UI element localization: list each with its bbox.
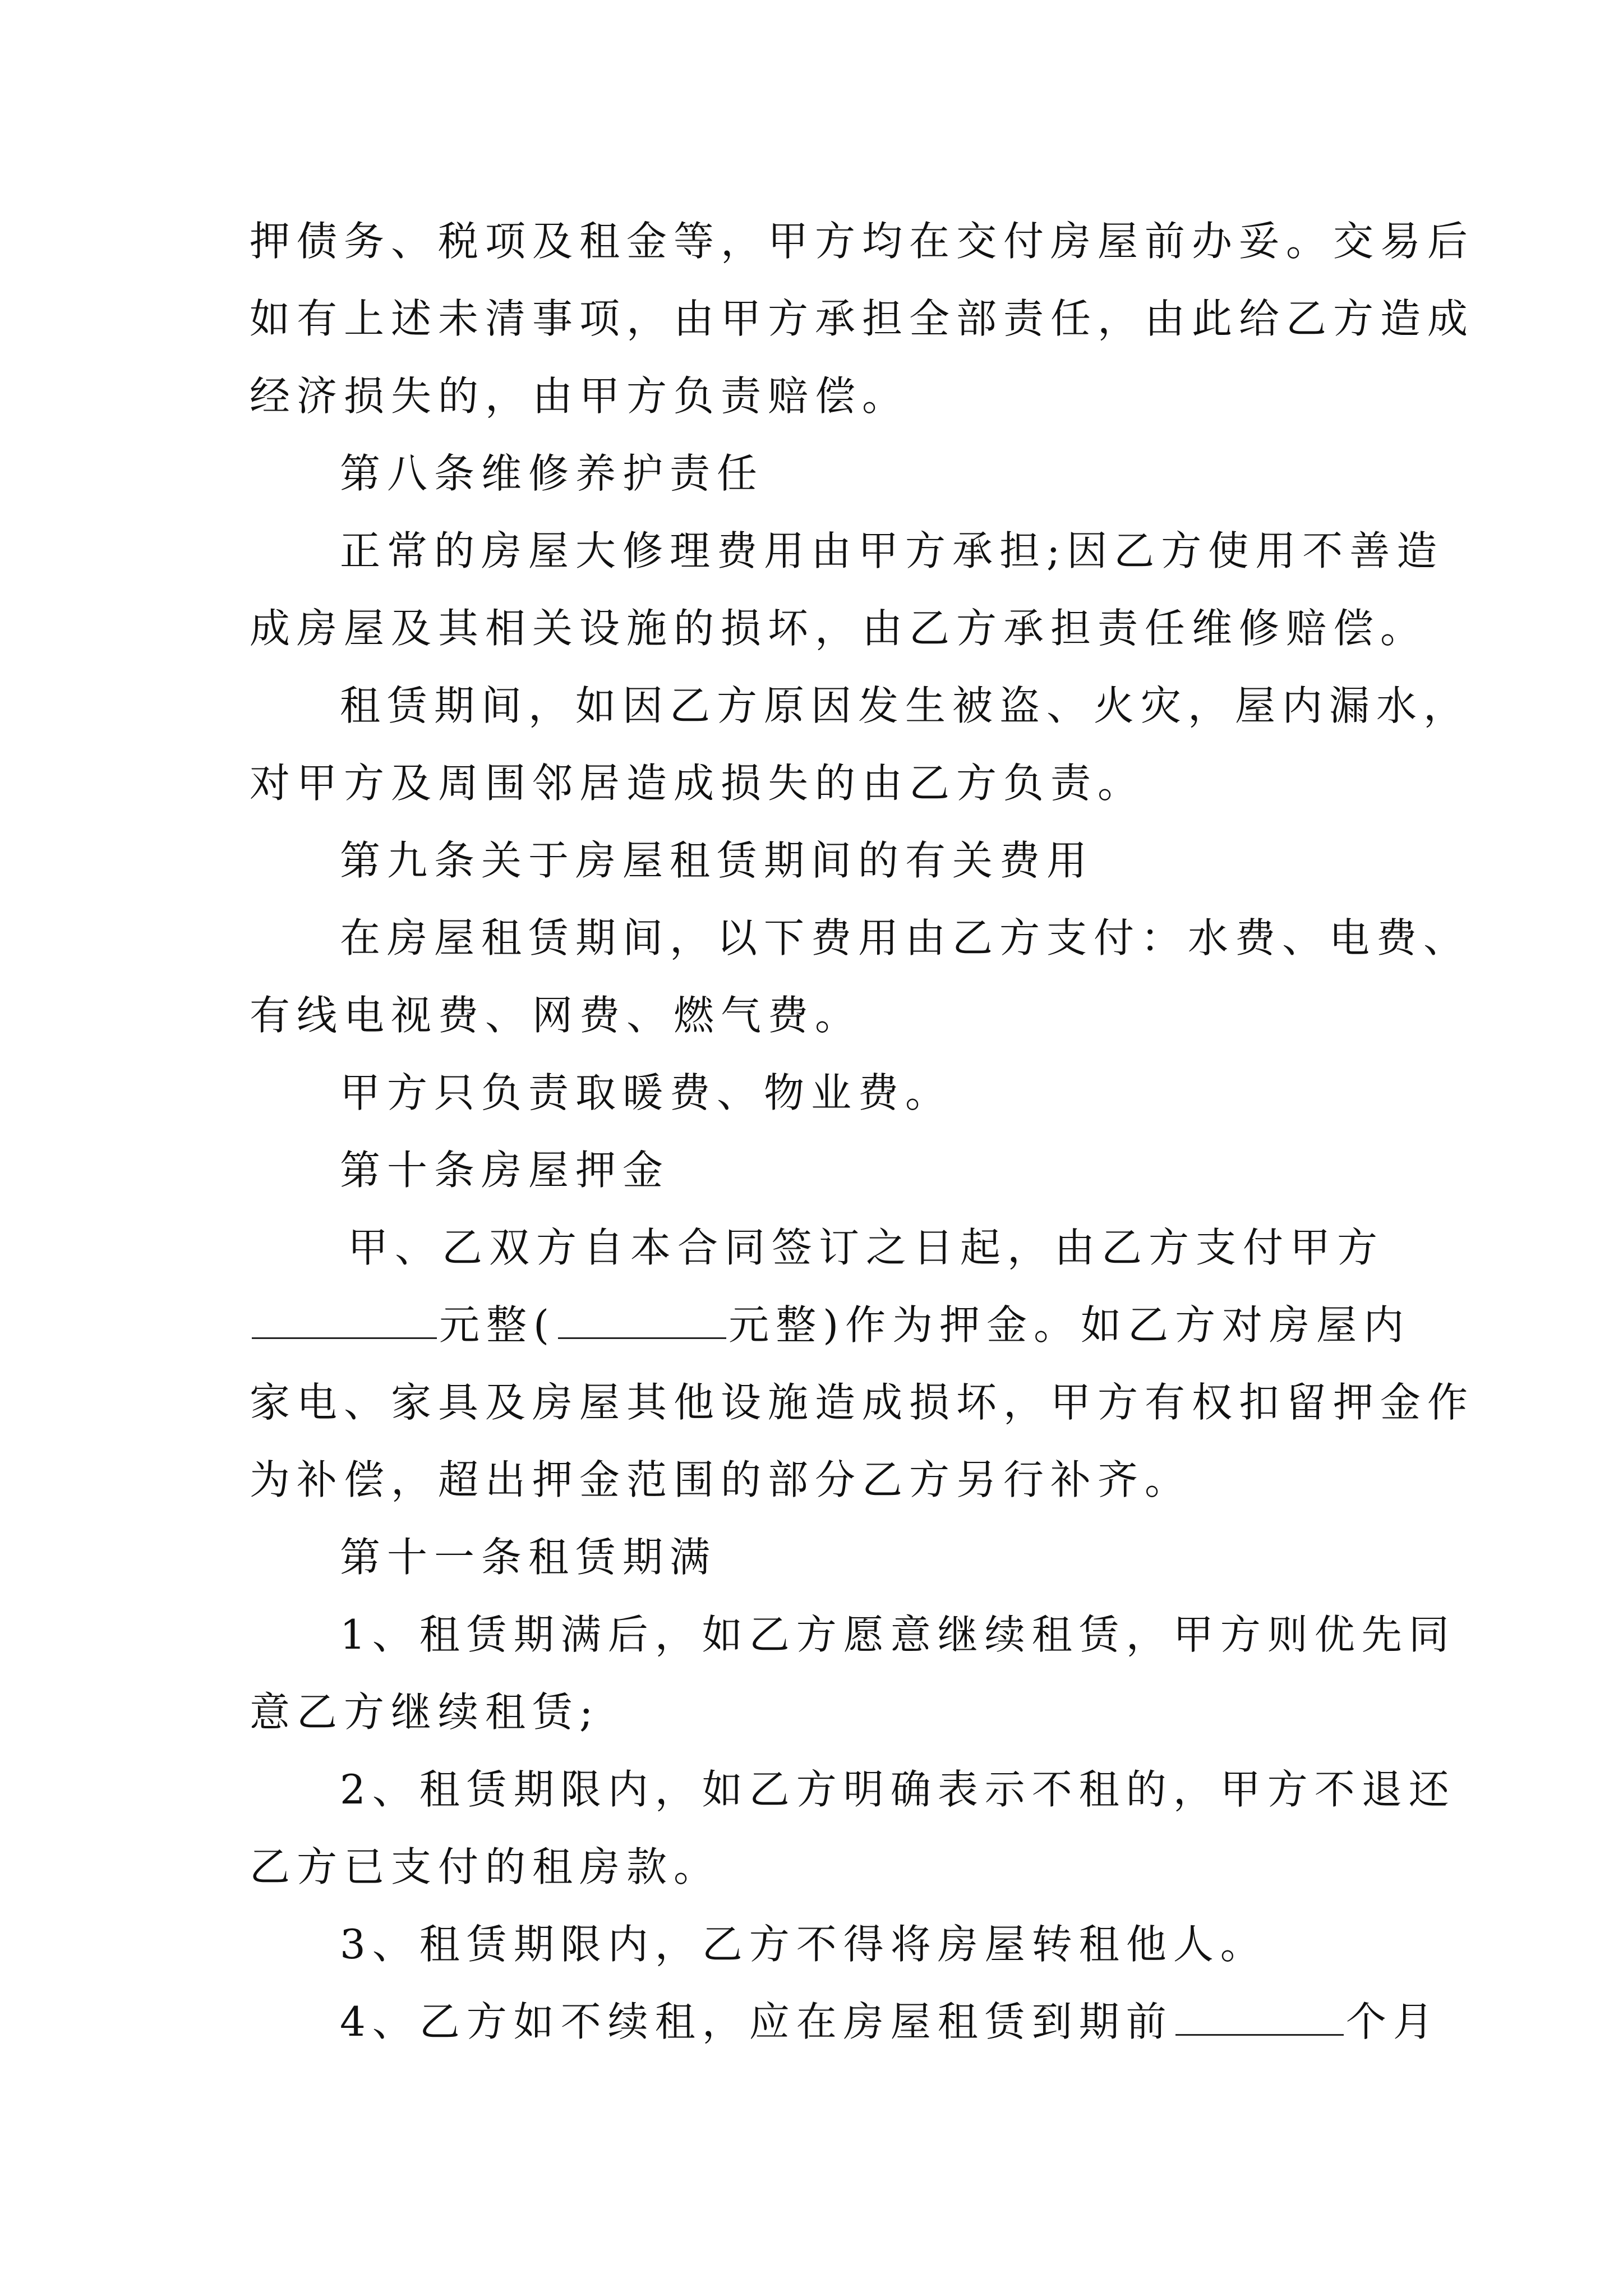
text-fragment: 元整)作为押金。如乙方对房屋内 xyxy=(728,1301,1411,1349)
text-line: 有线电视费、网费、燃气费。 xyxy=(250,992,863,1039)
section-heading: 第十一条租赁期满 xyxy=(340,1534,717,1581)
text-line: 成房屋及其相关设施的损坏，由乙方承担责任维修赔偿。 xyxy=(250,605,1428,652)
months-blank xyxy=(1175,1995,1344,2036)
text-fragment: 元整( xyxy=(439,1301,556,1349)
text-fragment: 4、乙方如不续租，应在房屋租赁到期前 xyxy=(340,1998,1173,2045)
amount-words-blank xyxy=(558,1298,726,1339)
text-line: 1、租赁期满后，如乙方愿意继续租赁，甲方则优先同 xyxy=(340,1611,1456,1658)
amount-blank xyxy=(252,1298,437,1339)
deposit-line xyxy=(250,1297,1410,1353)
section-heading: 第八条维修养护责任 xyxy=(340,450,764,497)
section-heading: 第十条房屋押金 xyxy=(340,1147,670,1194)
text-fragment: 个月 xyxy=(1345,1998,1440,2045)
text-line: 对甲方及周围邻居造成损失的由乙方负责。 xyxy=(250,760,1145,807)
text-line: 正常的房屋大修理费用由甲方承担;因乙方使用不善造 xyxy=(340,527,1444,574)
text-line: 为补偿，超出押金范围的部分乙方另行补齐。 xyxy=(250,1456,1192,1503)
text-line: 2、租赁期限内，如乙方明确表示不租的，甲方不退还 xyxy=(340,1766,1456,1813)
text-line: 家电、家具及房屋其他设施造成损坏，甲方有权扣留押金作 xyxy=(250,1379,1475,1426)
notice-line xyxy=(340,1994,1440,2050)
text-line: 乙方已支付的租房款。 xyxy=(250,1843,721,1890)
text-line: 如有上述未清事项，由甲方承担全部责任，由此给乙方造成 xyxy=(250,295,1475,342)
section-heading: 第九条关于房屋租赁期间的有关费用 xyxy=(340,837,1094,884)
text-line: 押债务、税项及租金等，甲方均在交付房屋前办妥。交易后 xyxy=(250,218,1475,265)
text-line: 在房屋租赁期间，以下费用由乙方支付：水费、电费、 xyxy=(340,914,1471,961)
text-line: 甲、乙双方自本合同签订之日起，由乙方支付甲方 xyxy=(348,1224,1385,1271)
text-line: 3、租赁期限内，乙方不得将房屋转租他人。 xyxy=(340,1921,1267,1968)
text-line: 甲方只负责取暖费、物业费。 xyxy=(340,1069,953,1116)
text-line: 意乙方继续租赁; xyxy=(250,1688,600,1736)
text-line: 租赁期间，如因乙方原因发生被盗、火灾，屋内漏水， xyxy=(340,682,1471,729)
text-line: 经济损失的，由甲方负责赔偿。 xyxy=(250,372,910,420)
